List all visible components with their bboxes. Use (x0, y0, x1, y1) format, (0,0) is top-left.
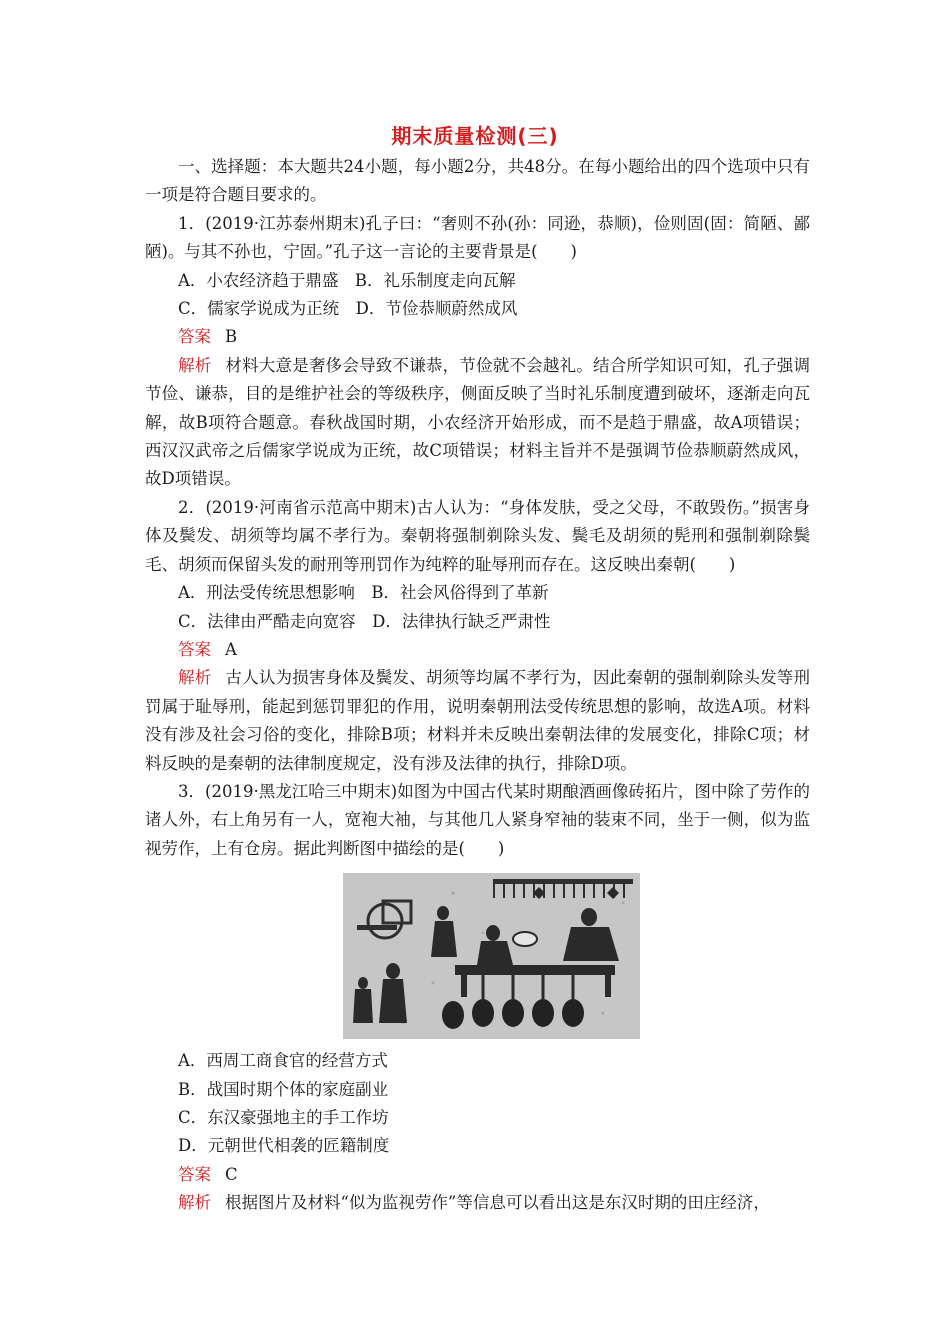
option-line: A．刑法受传统思想影响 B．社会风俗得到了革新 (178, 583, 549, 603)
question-2 (145, 494, 810, 778)
answer-label: 答案 (178, 327, 211, 347)
answer-value: C (225, 1164, 238, 1184)
brick-rubbing-image (343, 873, 640, 1039)
answer-line (145, 636, 810, 664)
answer-line (145, 323, 810, 351)
answer-label: 答案 (178, 1164, 211, 1184)
section-intro: 一、选择题：本大题共24小题，每小题2分，共48分。在每小题给出的四个选项中只有一项是符合题目要求的。 (145, 157, 810, 205)
question-3 (145, 778, 810, 1218)
brewing-scene-illustration (343, 873, 640, 1039)
option-line: A．小农经济趋于鼎盛 B．礼乐制度走向瓦解 (178, 270, 516, 290)
answer-label: 答案 (178, 639, 211, 659)
analysis-paragraph (145, 664, 810, 778)
document-body (145, 153, 810, 1218)
analysis-label: 解析 (178, 1193, 211, 1213)
analysis-text: 古人认为损害身体及鬓发、胡须等均属不孝行为，因此秦朝的强制剃除头发等刑罚属于耻辱刑，能起到惩罚罪犯的作用，说明秦朝刑法受传统思想的影响，故选A项。材料没有涉及社会习俗的变化，排除B项；材料并未反映出秦朝法律的发展变化，排除C项；材料反映的是秦朝的法律制度规定，没有涉及法律的执行，排除D项。 (145, 668, 811, 773)
page-title: 期末质量检测(三) (391, 124, 559, 148)
answer-value: A (225, 639, 237, 659)
analysis-label: 解析 (178, 668, 212, 688)
answer-line (145, 1161, 810, 1189)
question-stem: 1．(2019·江苏泰州期末)孔子曰：“奢则不孙(孙：同逊，恭顺)，俭则固(固：简陋、鄙陋)。与其不孙也，宁固。”孔子这一言论的主要背景是( ) (145, 213, 810, 262)
question-1 (145, 210, 810, 494)
analysis-paragraph (145, 352, 810, 494)
option-line: B．战国时期个体的家庭副业 (178, 1079, 389, 1099)
analysis-text: 根据图片及材料“似为监视劳作”等信息可以看出这是东汉时期的田庄经济， (225, 1193, 770, 1213)
option-line: A．西周工商食官的经营方式 (178, 1051, 388, 1071)
analysis-label: 解析 (178, 355, 212, 375)
option-line: D．元朝世代相袭的匠籍制度 (178, 1136, 390, 1156)
question-stem: 3．(2019·黑龙江哈三中期末)如图为中国古代某时期酿酒画像砖拓片，图中除了劳作的诸人外，右上角另有一人，宽袍大袖，与其他几人紧身窄袖的装束不同，坐于一侧，似为监视劳作，上有仓房。据此判断图中描绘的是( ) (145, 781, 810, 858)
answer-value: B (225, 327, 238, 347)
option-line: C．东汉豪强地主的手工作坊 (178, 1107, 389, 1127)
analysis-text: 材料大意是奢侈会导致不谦恭，节俭就不会越礼。结合所学知识可知，孔子强调节俭、谦恭，目的是维护社会的等级秩序，侧面反映了当时礼乐制度遭到破坏，逐渐走向瓦解，故B项符合题意。春秋战国时期，小农经济开始形成，而不是趋于鼎盛，故A项错误；西汉汉武帝之后儒家学说成为正统，故C项错误；材料主旨并不是强调节俭恭顺蔚然成风，故D项错误。 (145, 355, 811, 489)
option-line: C．法律由严酷走向宽容 D．法律执行缺乏严肃性 (178, 611, 551, 631)
question-stem: 2．(2019·河南省示范高中期末)古人认为：“身体发肤，受之父母，不敢毁伤。”损害身体及鬓发、胡须等均属不孝行为。秦朝将强制剃除头发、鬓毛及胡须的髡刑和强制剃除鬓毛、胡须而保留头发的耐刑等刑罚作为纯粹的耻辱刑而存在。这反映出秦朝( ) (145, 497, 810, 574)
option-line: C．儒家学说成为正统 D．节俭恭顺蔚然成风 (178, 299, 518, 319)
analysis-paragraph (145, 1189, 810, 1217)
